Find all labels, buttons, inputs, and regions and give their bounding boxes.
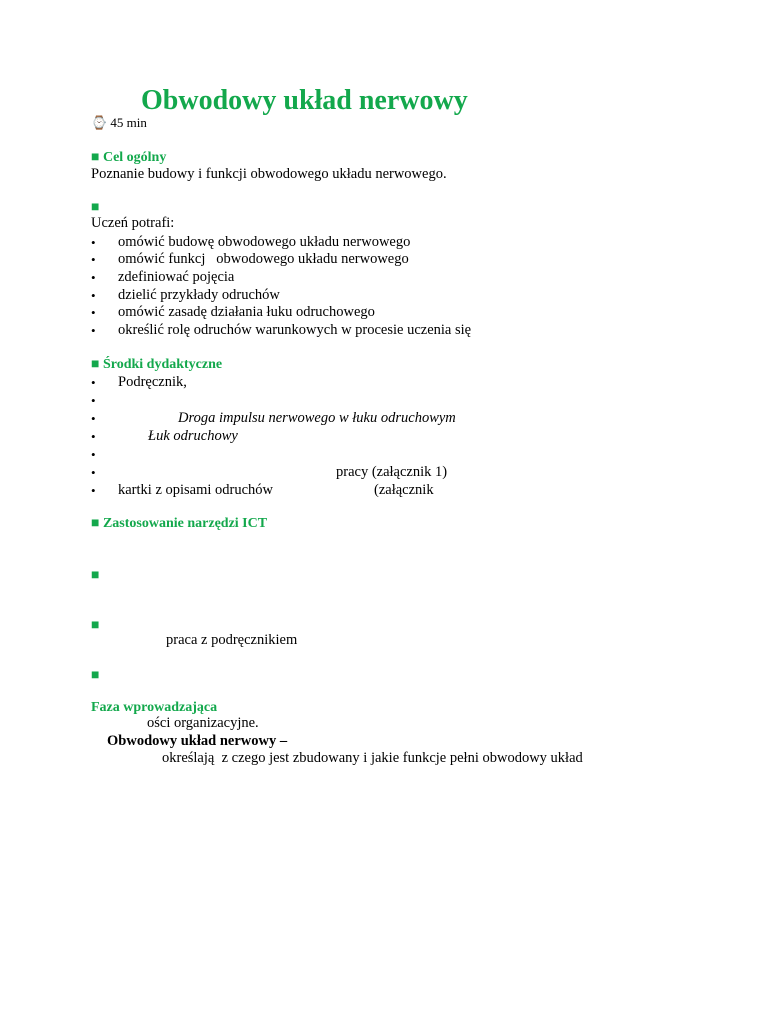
list-item: zdefiniować pojęcia xyxy=(118,269,235,285)
list-item: kartki z opisami odruchów xyxy=(118,482,274,498)
heading-cele-szczegolowe-marker: ■ xyxy=(91,200,100,215)
faza-line: określają z czego jest zbudowany i jakie funkcje pełni obwodowy układ xyxy=(162,750,583,766)
heading-ict: ■ Zastosowanie narzędzi ICT xyxy=(91,516,268,531)
list-item: Podręcznik, xyxy=(118,374,187,390)
duration-label: ⌚ 45 min xyxy=(91,115,147,130)
list-item: pracy (załącznik 1) xyxy=(336,464,448,480)
list-bullet: • xyxy=(91,447,96,462)
list-bullet: • xyxy=(91,305,96,320)
faza-line: Obwodowy układ nerwowy – xyxy=(107,733,288,749)
list-bullet: • xyxy=(91,235,96,250)
list-bullet: • xyxy=(91,252,96,267)
list-item: Droga impulsu nerwowego w łuku odruchowym xyxy=(178,410,456,426)
list-bullet: • xyxy=(91,288,96,303)
cele-intro: Uczeń potrafi: xyxy=(91,215,175,231)
list-bullet: • xyxy=(91,323,96,338)
list-item: dzielić przykłady odruchów xyxy=(118,287,280,303)
list-bullet: • xyxy=(91,270,96,285)
list-item: omówić budowę obwodowego układu nerwowego xyxy=(118,234,411,250)
faza-line: ości organizacyjne. xyxy=(147,715,259,731)
list-item: określić rolę odruchów warunkowych w procesie uczenia się xyxy=(118,322,472,338)
list-bullet: • xyxy=(91,429,96,444)
list-bullet: • xyxy=(91,465,96,480)
heading-srodki: ■ Środki dydaktyczne xyxy=(91,357,223,372)
heading-faza: Faza wprowadzająca xyxy=(91,700,218,715)
page-title: Obwodowy układ nerwowy xyxy=(141,85,468,116)
list-bullet: • xyxy=(91,483,96,498)
list-item: omówić funkcj obwodowego układu nerwowego xyxy=(118,251,409,267)
cel-ogolny-text: Poznanie budowy i funkcji obwodowego układu nerwowego. xyxy=(91,166,447,182)
list-item-continuation: (załącznik xyxy=(374,482,434,498)
list-bullet: • xyxy=(91,375,96,390)
list-item: omówić zasadę działania łuku odruchowego xyxy=(118,304,375,320)
metody-text: praca z podręcznikiem xyxy=(166,632,298,648)
list-item: Łuk odruchowy xyxy=(148,428,238,444)
heading-cel-ogolny: ■ Cel ogólny xyxy=(91,150,167,165)
section-marker: ■ xyxy=(91,568,100,583)
section-marker: ■ xyxy=(91,618,100,633)
list-bullet: • xyxy=(91,393,96,408)
list-bullet: • xyxy=(91,411,96,426)
section-marker: ■ xyxy=(91,668,100,683)
